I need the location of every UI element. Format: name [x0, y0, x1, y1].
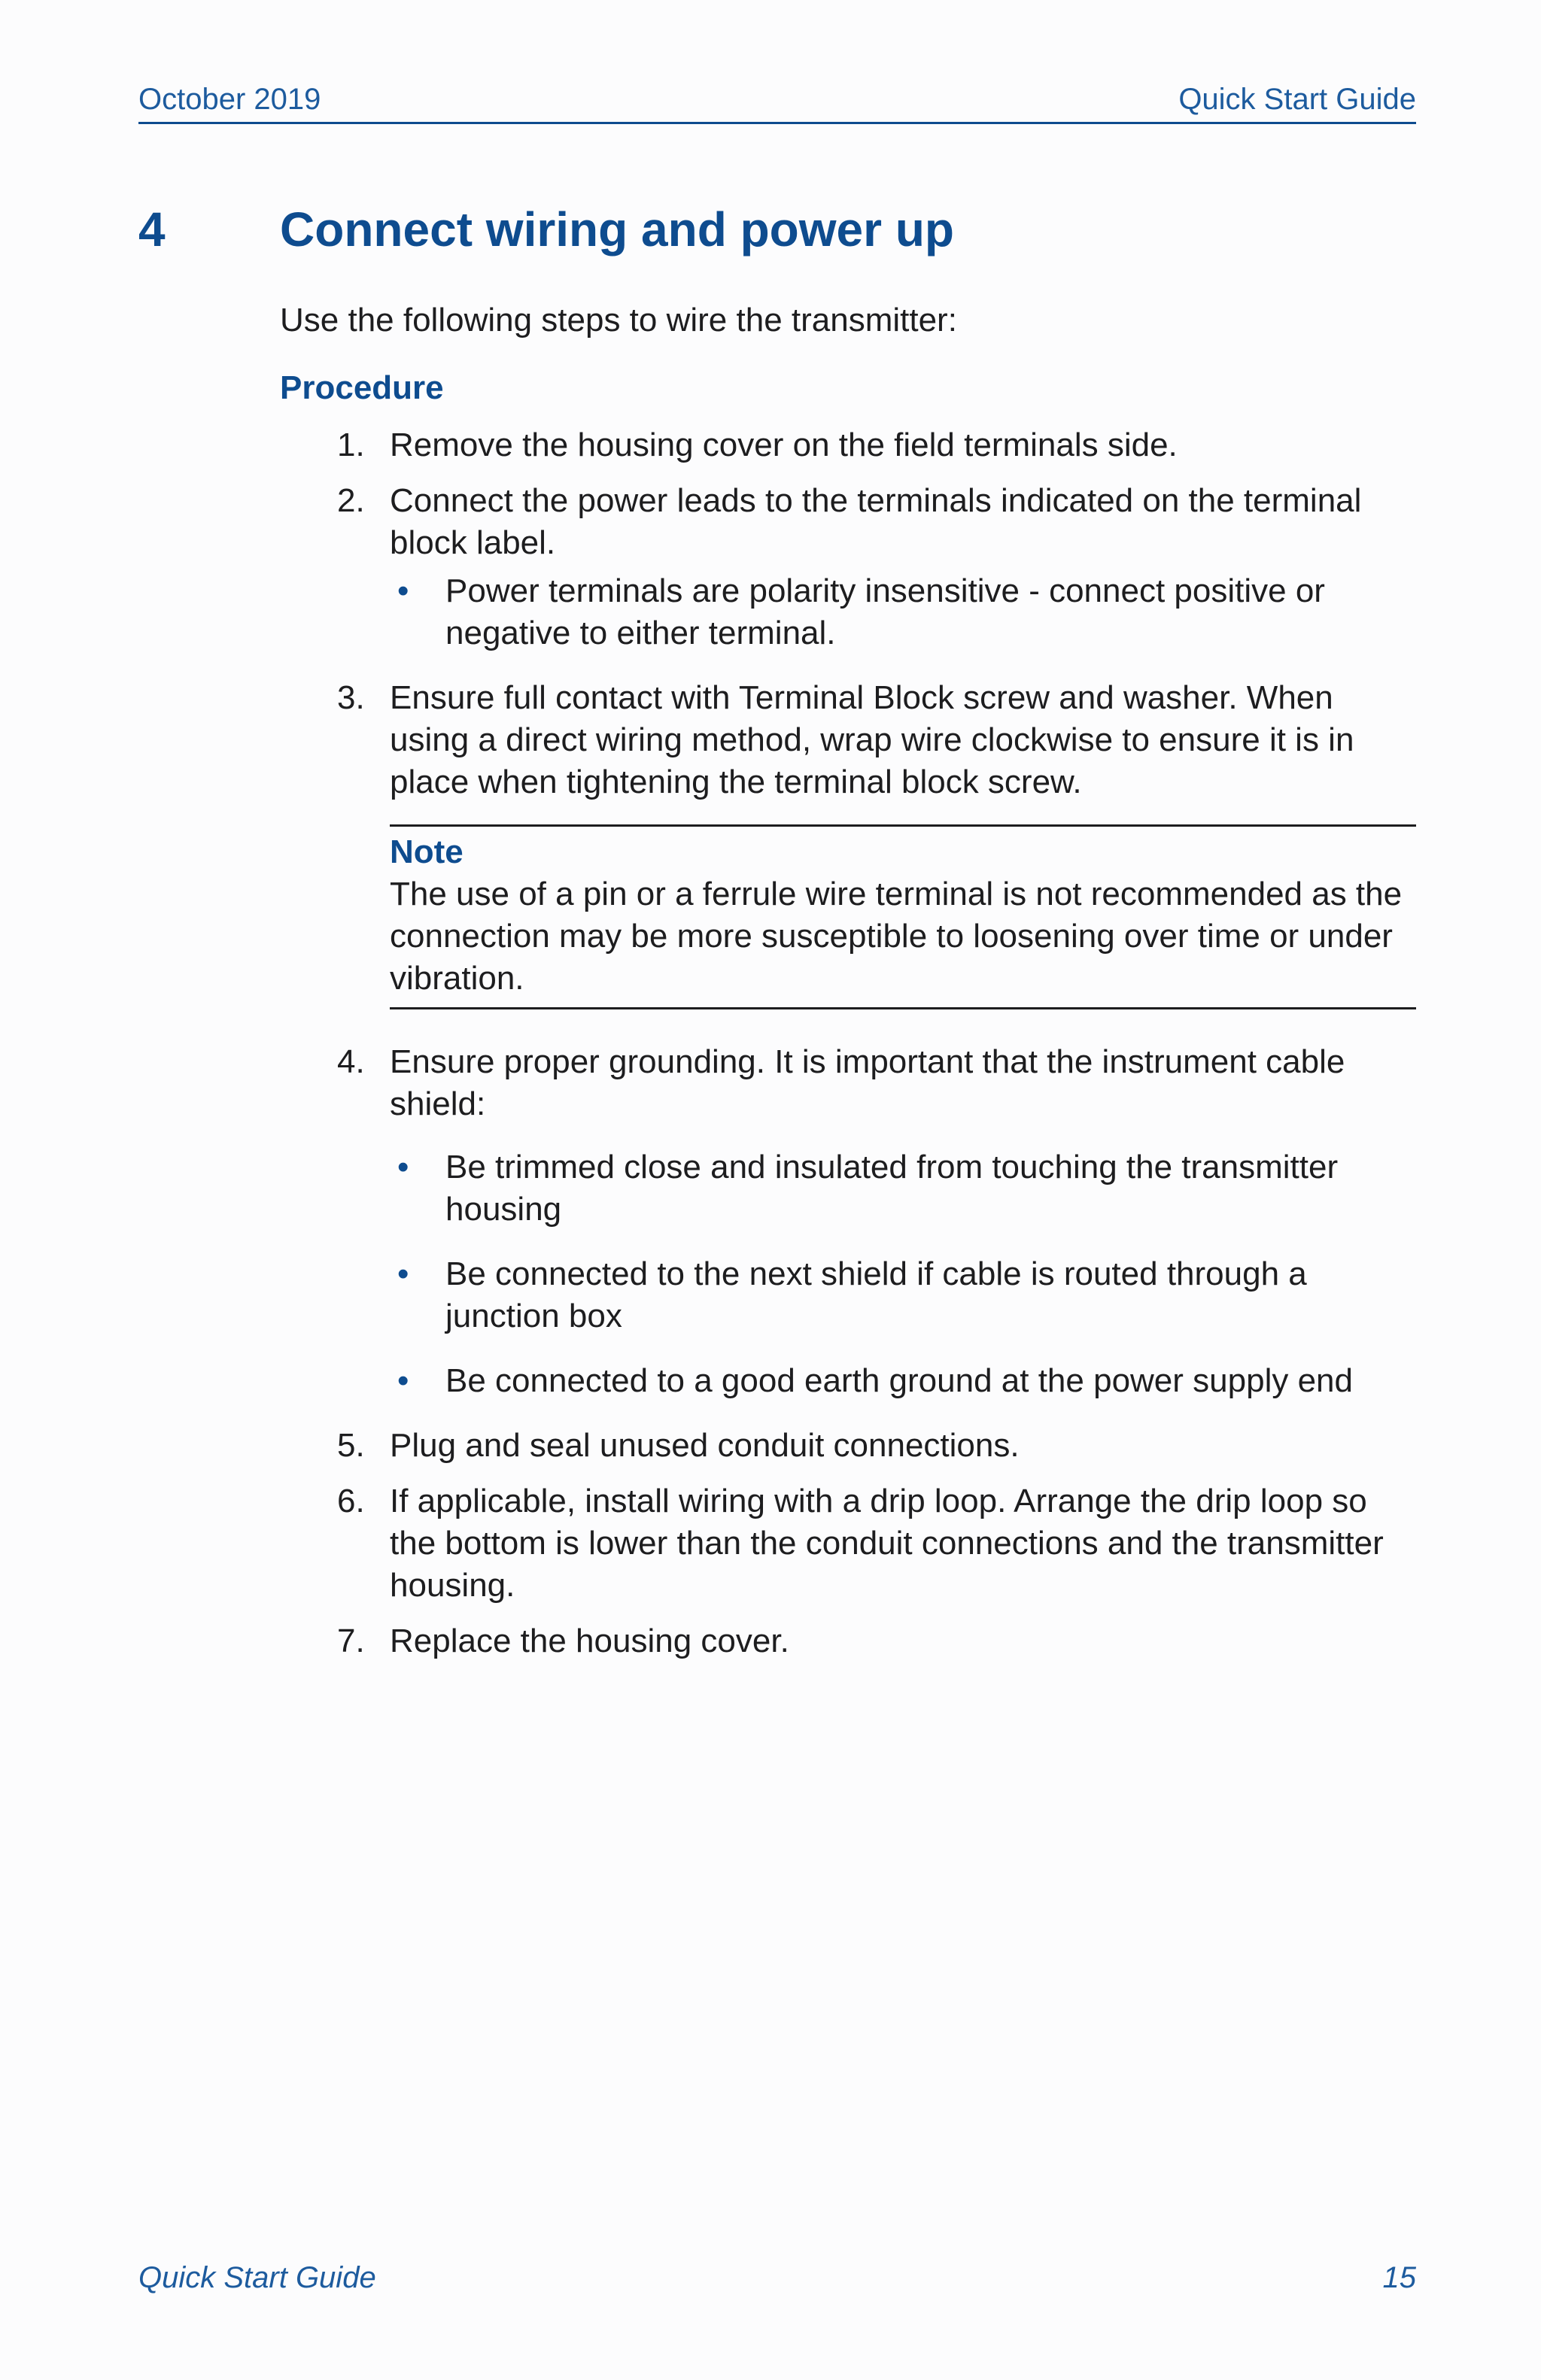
note-box: [390, 824, 1416, 1009]
step-text: Remove the housing cover on the field terminals side.: [390, 427, 1178, 463]
step-number: 7.: [337, 1623, 365, 1659]
step-2: [280, 480, 1416, 654]
step-text: Replace the housing cover.: [390, 1623, 789, 1659]
step-6: [280, 1480, 1416, 1607]
chapter-title: Connect wiring and power up: [280, 202, 954, 257]
bullet-text: Be connected to the next shield if cable is routed through a junction box: [445, 1255, 1307, 1334]
step-text: Ensure full contact with Terminal Block screw and washer. When using a direct wiring method, wrap wire clockwise to ensure it is in place when tightening the terminal block screw.: [390, 679, 1354, 800]
bullet-icon: •: [397, 1149, 409, 1185]
step-7: [280, 1620, 1416, 1662]
intro-text: Use the following steps to wire the transmitter:: [280, 302, 957, 338]
step-5: [280, 1425, 1416, 1467]
step-4-bullets: [390, 1146, 1416, 1402]
page-header: [138, 83, 1416, 124]
step-1: [280, 424, 1416, 466]
bullet-icon: •: [397, 1362, 409, 1399]
procedure-steps: [280, 424, 1416, 803]
step-number: 1.: [337, 427, 365, 463]
step-number: 3.: [337, 679, 365, 716]
page-number: 15: [1382, 2261, 1416, 2294]
chapter-number: 4: [138, 202, 166, 257]
bullet-text: Power terminals are polarity insensitive - connect positive or negative to either terminal.: [445, 572, 1325, 651]
bullet-item: [390, 1146, 1416, 1231]
procedure-heading: Procedure: [280, 369, 444, 406]
footer-doc-type: Quick Start Guide: [138, 2261, 376, 2294]
step-text: If applicable, install wiring with a drip loop. Arrange the drip loop so the bottom is lower than the conduit connections and the transmitter housing.: [390, 1483, 1384, 1604]
bullet-icon: •: [397, 572, 409, 609]
bullet-icon: •: [397, 1255, 409, 1292]
step-text: Connect the power leads to the terminals indicated on the terminal block label.: [390, 482, 1362, 561]
bullet-item: [390, 1360, 1416, 1402]
step-text: Ensure proper grounding. It is important that the instrument cable shield:: [390, 1043, 1345, 1122]
main-content: [280, 299, 1416, 1676]
bullet-item: [390, 570, 1416, 654]
step-text: Plug and seal unused conduit connections.: [390, 1427, 1020, 1464]
procedure-steps-continued: [280, 1041, 1416, 1662]
bullet-text: Be connected to a good earth ground at the power supply end: [445, 1362, 1353, 1399]
step-3: [280, 677, 1416, 803]
header-date: October 2019: [138, 83, 321, 116]
bullet-text: Be trimmed close and insulated from touching the transmitter housing: [445, 1149, 1339, 1228]
note-title: Note: [390, 833, 464, 870]
note-text: The use of a pin or a ferrule wire terminal is not recommended as the connection may be more susceptible to loosening over time or under vibration.: [390, 876, 1403, 997]
step-number: 4.: [337, 1043, 365, 1080]
step-2-bullets: [390, 570, 1416, 654]
step-number: 6.: [337, 1483, 365, 1519]
step-4: [280, 1041, 1416, 1402]
step-number: 2.: [337, 482, 365, 519]
bullet-item: [390, 1253, 1416, 1337]
step-number: 5.: [337, 1427, 365, 1464]
header-doc-type: Quick Start Guide: [1178, 83, 1416, 116]
